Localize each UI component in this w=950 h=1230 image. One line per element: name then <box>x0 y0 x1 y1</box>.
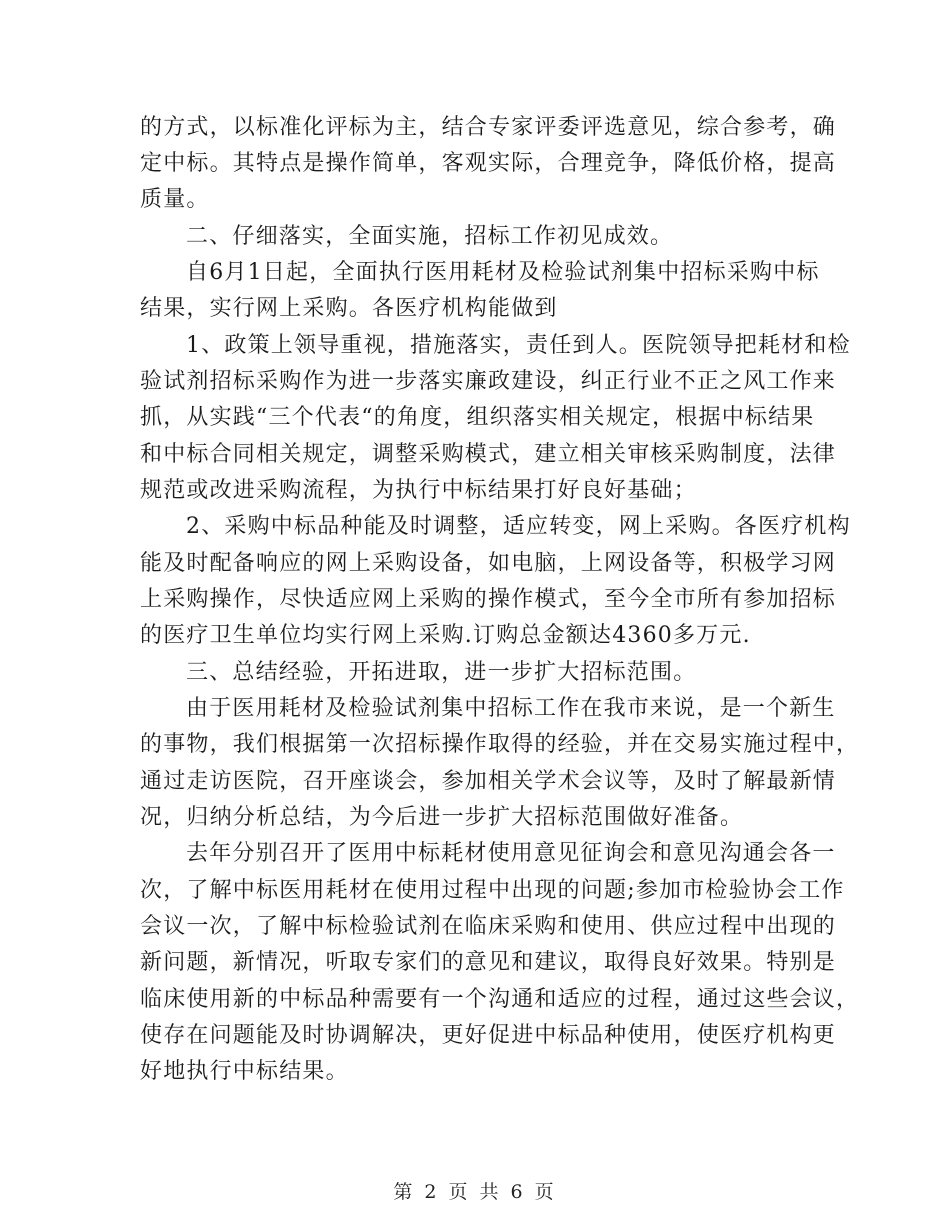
text-line: 上采购操作，尽快适应网上采购的操作模式，至今全市所有参加招标 <box>140 587 837 612</box>
text-line: 2、采购中标品种能及时调整，适应转变，网上采购。各医疗机构 <box>186 514 851 539</box>
text-line: 次，了解中标医用耗材在使用过程中出现的问题;参加市检验协会工作 <box>140 878 845 903</box>
text-line: 验试剂招标采购作为进一步落实廉政建设，纠正行业不正之风工作来 <box>140 369 837 394</box>
text-line: 好地执行中标结果。 <box>140 1059 349 1084</box>
text-line: 使存在问题能及时协调解决，更好促进中标品种使用，使医疗机构更 <box>140 1023 837 1048</box>
text-line: 由于医用耗材及检验试剂集中招标工作在我市来说，是一个新生 <box>186 696 836 721</box>
section-heading: 三、总结经验，开拓进取，进一步扩大招标范围。 <box>186 660 697 685</box>
text-line: 的方式，以标准化评标为主，结合专家评委评选意见，综合参考，确 <box>140 115 837 140</box>
text-line: 况，归纳分析总结，为今后进一步扩大招标范围做好准备。 <box>140 805 744 830</box>
text-line: 去年分别召开了医用中标耗材使用意见征询会和意见沟通会各一 <box>186 841 836 866</box>
text-line: 抓，从实践“三个代表“的角度，组织落实相关规定，根据中标结果 <box>140 405 815 430</box>
text-line: 新问题，新情况，听取专家们的意见和建议，取得良好效果。特别是 <box>140 950 837 975</box>
text-line: 1、政策上领导重视，措施落实，责任到人。医院领导把耗材和检 <box>186 333 851 358</box>
section-heading: 二、仔细落实，全面实施，招标工作初见成效。 <box>186 224 674 249</box>
text-line: 和中标合同相关规定，调整采购模式，建立相关审核采购制度，法律 <box>140 442 837 467</box>
text-line: 定中标。其特点是操作简单，客观实际，合理竞争，降低价格，提高 <box>140 151 837 176</box>
text-line: 结果，实行网上采购。各医疗机构能做到 <box>140 296 558 321</box>
text-line: 的医疗卫生单位均实行网上采购.订购总金额达4360多万元. <box>140 623 751 648</box>
text-line: 会议一次，了解中标检验试剂在临床采购和使用、供应过程中出现的 <box>140 914 837 939</box>
text-line: 的事物，我们根据第一次招标操作取得的经验，并在交易实施过程中， <box>140 732 860 757</box>
text-line: 能及时配备响应的网上采购设备，如电脑，上网设备等，积极学习网 <box>140 551 837 576</box>
text-line: 质量。 <box>140 187 210 212</box>
text-line: 自6月1日起，全面执行医用耗材及检验试剂集中招标采购中标 <box>186 260 820 285</box>
text-line: 临床使用新的中标品种需要有一个沟通和适应的过程，通过这些会议， <box>140 987 860 1012</box>
text-line: 规范或改进采购流程，为执行中标结果打好良好基础； <box>140 478 697 503</box>
page-number: 第 2 页 共 6 页 <box>393 1181 557 1203</box>
text-line: 通过走访医院，召开座谈会，参加相关学术会议等，及时了解最新情 <box>140 769 837 794</box>
